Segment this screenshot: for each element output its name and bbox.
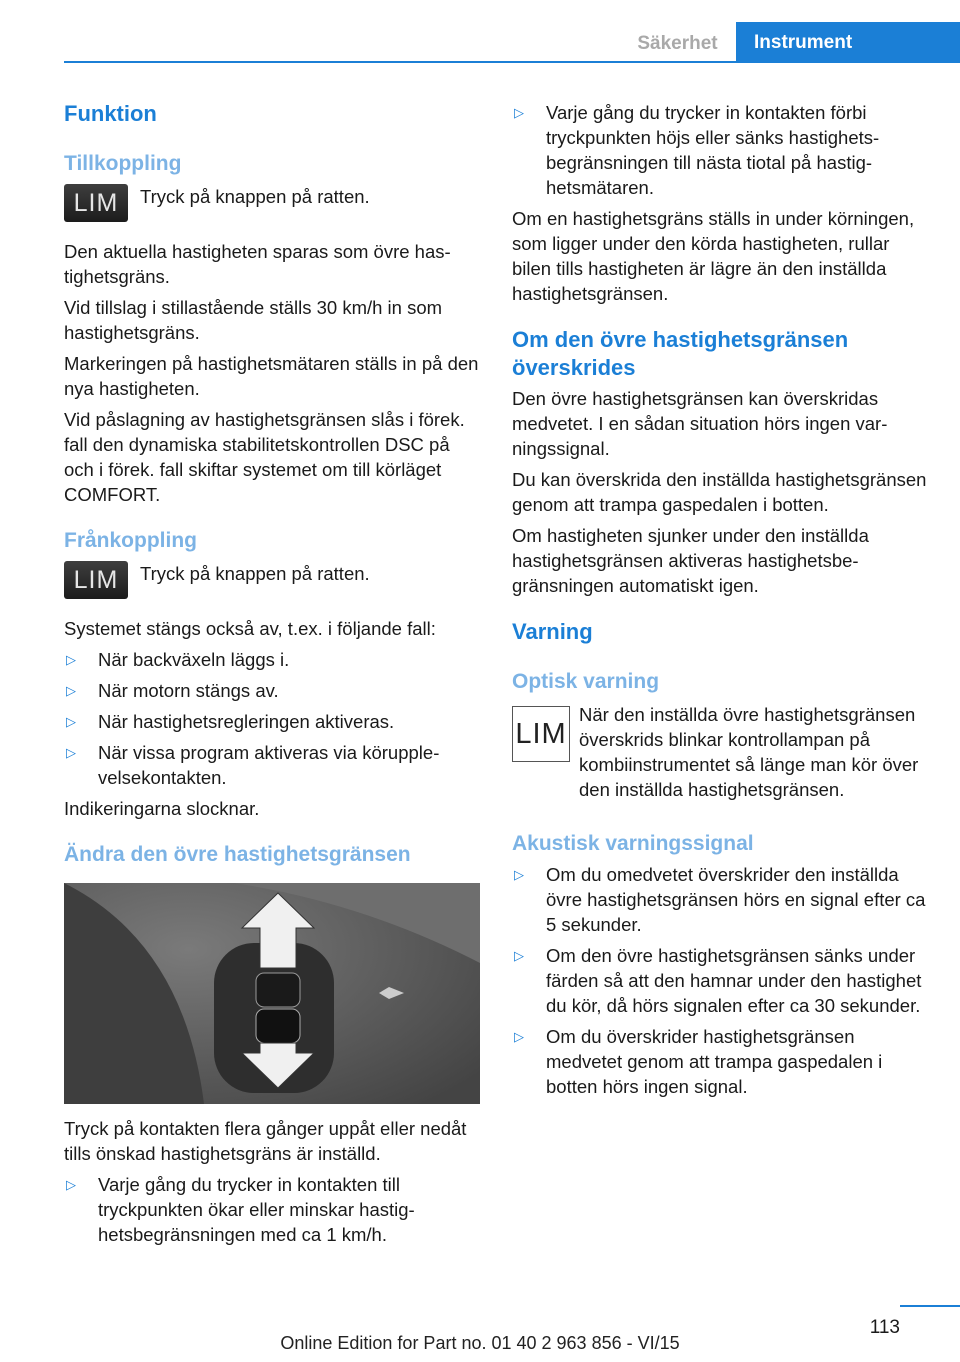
footer-rule [900,1305,960,1307]
lim-indicator-row [512,702,930,802]
heading-akustisk: Akustisk varningssignal [512,832,754,855]
triangle-bullet-icon: ▷ [66,1177,76,1192]
triangle-bullet-icon: ▷ [66,714,76,729]
icon-text: Tryck på knappen på ratten. [140,563,370,584]
list-item: ▷ Om du omedvetet överskrider den inställda övre hastighetsgränsen hörs en signal efter ca 5 sekunder. [514,864,926,935]
triangle-bullet-icon: ▷ [514,105,524,120]
heading-overskrides: Om den övre hastighetsgränsen överskrides [512,327,849,380]
list-item: ▷ Varje gång du trycker in kontakten förbi tryckpunkten höjs eller sänks hastighetsbegränsningen till nästa tiotal på hastighetsmätaren. [514,102,880,198]
paragraph: Den aktuella hastigheten sparas som övre hastighetsgräns. [64,241,451,287]
steering-wheel-photo [64,883,480,1104]
lim-button-icon: LIM [64,184,128,222]
edition-note: Online Edition for Part no. 01 40 2 963 856 - VI/15 [280,1333,680,1353]
heading-tillkoppling: Tillkoppling [64,152,182,175]
paragraph: Tryck på kontakten flera gånger uppåt eller nedåt tills önskad hastighetsgräns är inställd. [64,1118,467,1164]
bullet-list [512,862,930,1099]
lim-button-icon: LIM [64,561,128,599]
list-item: ▷ När backväxeln läggs i. [66,649,290,670]
triangle-bullet-icon: ▷ [66,652,76,667]
bullet-list [64,647,480,790]
triangle-bullet-icon: ▷ [66,683,76,698]
paragraph: Den övre hastighetsgränsen kan överskridas medvetet. I en sådan situation hörs ingen varningssignal. [512,388,888,459]
right-column [512,100,930,1105]
list-item: ▷ Om du överskrider hastighetsgränsen medvetet genom att trampa gaspedalen i botten hörs ingen signal. [514,1026,883,1097]
list-item: ▷ När motorn stängs av. [66,680,279,701]
heading-funktion: Funktion [64,101,157,126]
heading-optisk: Optisk varning [512,670,660,693]
page-number: 113 [869,1317,900,1338]
triangle-bullet-icon: ▷ [66,745,76,760]
list-item: ▷ Om den övre hastighetsgränsen sänks under färden så att den hamnar under den hastighet du kör, då hörs signalen efter ca 30 sekunder. [514,945,922,1016]
lim-button-row [64,561,480,606]
lim-indicator-icon: LIM [512,706,570,762]
icon-text: När den inställda övre hastighetsgränsen överskrids blinkar kontrollampan på kombiinstrumentet så länge man kör över den inställda hastighetsgränsen. [579,704,919,800]
paragraph: Vid påslagning av hastighetsgränsen slås i förek. fall den dynamiska stabilitetskontrollen DSC på och i förek. fall skiftar systemet om till körläget COMFORT. [64,409,465,505]
lim-button-row [64,184,480,229]
list-item: ▷ Varje gång du trycker in kontakten till tryckpunkten ökar eller minskar hastighetsbegränsningen med ca 1 km/h. [66,1174,415,1245]
list-item: ▷ När hastighetsregleringen aktiveras. [66,711,395,732]
paragraph: Om hastigheten sjunker under den inställda hastighetsgränsen aktiveras hastighetsbegränsningen automatiskt igen. [512,525,869,596]
paragraph: Om en hastighetsgräns ställs in under körningen, som ligger under den körda hastigheten, rullar bilen tills hastigheten är lägre än den inställda hastighetsgränsen. [512,208,915,304]
tab-instrument[interactable]: Instrument [736,22,960,62]
paragraph: Du kan överskrida den inställda hastighetsgränsen genom att trampa gaspedalen i botten. [512,469,927,515]
header-rule [64,61,960,63]
heading-andra: Ändra den övre hastighetsgränsen [64,843,411,866]
paragraph: Indikeringarna slocknar. [64,798,260,819]
bullet-list [64,1172,480,1247]
triangle-bullet-icon: ▷ [514,1029,524,1044]
tab-sakerhet[interactable]: Säkerhet [637,33,718,54]
triangle-bullet-icon: ▷ [514,867,524,882]
paragraph: Systemet stängs också av, t.ex. i följande fall: [64,618,436,639]
triangle-bullet-icon: ▷ [514,948,524,963]
list-item: ▷ När vissa program aktiveras via körupplevelsekontakten. [66,742,440,788]
left-column [64,100,480,1253]
heading-frankoppling: Frånkoppling [64,529,197,552]
paragraph: Vid tillslag i stillastående ställs 30 km/h in som hastighetsgräns. [64,297,443,343]
bullet-list [512,100,930,200]
icon-text: Tryck på knappen på ratten. [140,186,370,207]
heading-varning: Varning [512,619,593,644]
paragraph: Markeringen på hastighetsmätaren ställs in på den nya hastigheten. [64,353,479,399]
